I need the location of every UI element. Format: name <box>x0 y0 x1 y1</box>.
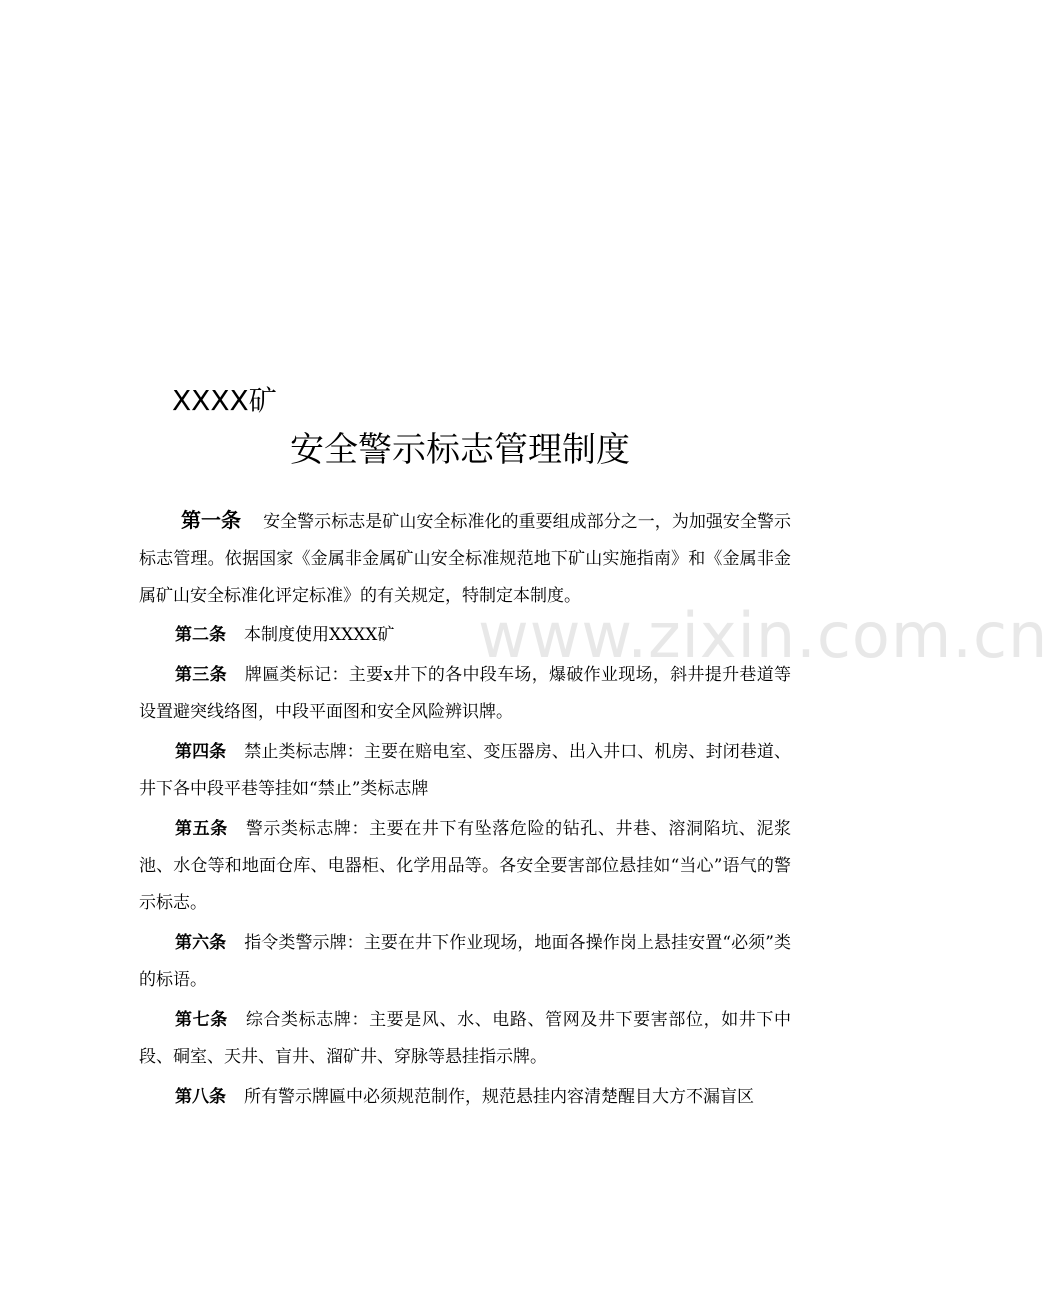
article-text: 警示类标志牌：主要在井下有坠落危险的钻孔、井巷、溶洞陷坑、泥浆池、水仓等和地面仓库、电器柜、化学用品等。各安全要害部位悬挂如“当心”语气的警示标志。 <box>139 819 792 913</box>
article-7 <box>139 1002 791 1076</box>
article-8 <box>139 1079 791 1116</box>
article-text: 禁止类标志牌：主要在赔电室、变压器房、出入井口、机房、封闭巷道、井下各中段平巷等挂如“禁止”类标志牌 <box>139 742 791 799</box>
article-text: 综合类标志牌：主要是风、水、电路、管网及井下要害部位，如井下中段、硐室、天井、盲井、溜矿井、穿脉等悬挂指示牌。 <box>139 1010 792 1067</box>
mine-name: XXXX矿 <box>172 384 277 417</box>
article-number: 第四条 <box>175 742 227 762</box>
article-text: 所有警示牌匾中必须规范制作，规范悬挂内容清楚醒目大方不漏盲区 <box>244 1087 754 1107</box>
article-text: 指令类警示牌：主要在井下作业现场，地面各操作岗上悬挂安置“必须”类的标语。 <box>139 933 792 990</box>
article-4 <box>139 734 791 808</box>
article-text: 牌匾类标记：主要x井下的各中段车场，爆破作业现场，斜井提升巷道等设置避突线络图，中段平面图和安全风险辨识牌。 <box>139 665 791 722</box>
article-text: 本制度使用XXXX矿 <box>244 625 395 645</box>
article-5 <box>139 811 791 922</box>
article-number: 第六条 <box>175 933 227 953</box>
article-3 <box>139 657 791 731</box>
article-number: 第三条 <box>175 665 227 685</box>
article-2 <box>139 617 791 654</box>
article-6 <box>139 925 791 999</box>
article-number: 第八条 <box>175 1087 226 1107</box>
document-body <box>139 502 791 1119</box>
article-text: 安全警示标志是矿山安全标准化的重要组成部分之一，为加强安全警示标志管理。依据国家《金属非金属矿山安全标准规范地下矿山实施指南》和《金属非金属矿山安全标准化评定标准》的有关规定，特制定本制度。 <box>139 512 792 606</box>
article-number: 第一条 <box>181 508 242 532</box>
article-number: 第二条 <box>175 625 226 645</box>
document-title <box>0 426 920 474</box>
article-1 <box>139 502 791 615</box>
article-number: 第五条 <box>175 819 228 839</box>
document-title-text: 安全警示标志管理制度 <box>290 430 630 470</box>
watermark: www.zixin.com.cn <box>478 599 1048 672</box>
article-number: 第七条 <box>175 1010 228 1030</box>
